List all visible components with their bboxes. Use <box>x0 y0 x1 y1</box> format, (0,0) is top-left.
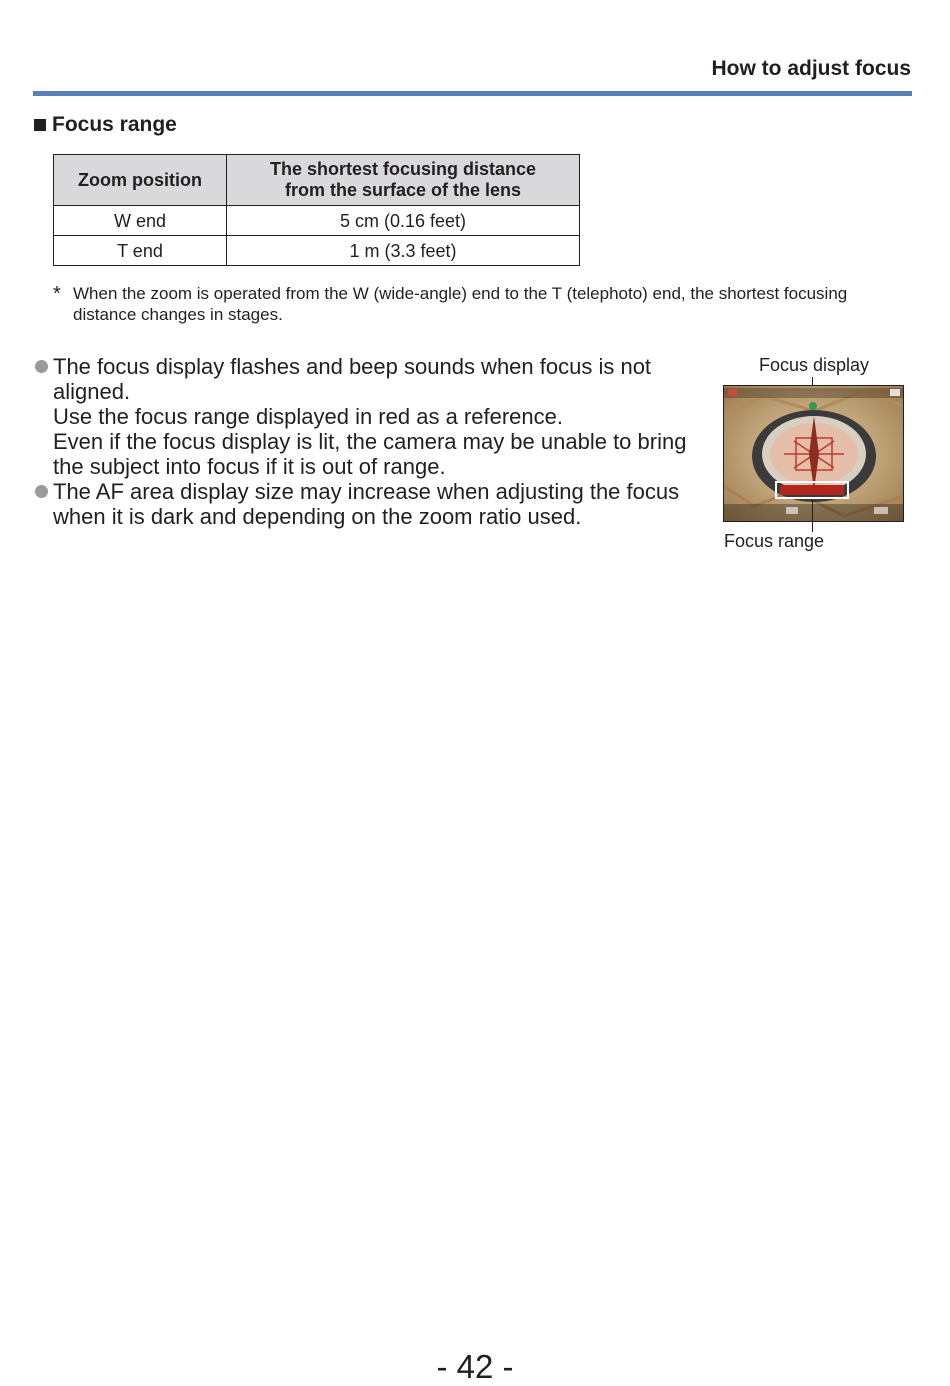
bullet-dot-icon <box>35 485 48 498</box>
camera-screen-illustration <box>723 385 904 522</box>
table-header-row <box>54 155 580 206</box>
bullet-line: The AF area display size may increase when adjusting the focus when it is dark and depending on the zoom ratio used. <box>53 479 680 529</box>
bullet-line: The focus display flashes and beep sounds when focus is not aligned. <box>53 354 652 404</box>
page-header-title: How to adjust focus <box>711 57 911 80</box>
focus-range-label: Focus range <box>724 531 825 551</box>
table-header-shortest-distance: The shortest focusing distance from the surface of the lens <box>227 155 580 206</box>
table-cell: T end <box>54 236 227 266</box>
list-item <box>35 354 715 479</box>
compass-photo-icon <box>724 386 903 521</box>
focus-display-label: Focus display <box>759 355 870 375</box>
footnote-text: When the zoom is operated from the W (wide-angle) end to the T (telephoto) end, the shortest focusing distance changes in stages. <box>73 284 848 324</box>
table-cell: 5 cm (0.16 feet) <box>227 206 580 236</box>
page-number: - 42 - <box>436 1348 514 1385</box>
focus-range-table <box>53 154 580 266</box>
focus-range-leader-line <box>812 500 813 532</box>
bullet-list <box>35 354 715 529</box>
table-row <box>54 236 580 266</box>
table-cell: 1 m (3.3 feet) <box>227 236 580 266</box>
list-item <box>35 479 715 529</box>
footnote-marker: * <box>53 283 61 305</box>
bullet-dot-icon <box>35 360 48 373</box>
bullet-line: Use the focus range displayed in red as a reference. <box>53 404 563 429</box>
table-cell: W end <box>54 206 227 236</box>
bullet-text <box>53 479 715 529</box>
table-header-zoom-position: Zoom position <box>54 155 227 206</box>
section-heading-text: Focus range <box>52 113 177 136</box>
square-bullet-icon <box>34 119 46 131</box>
footnote <box>53 283 893 325</box>
bullet-line: Even if the focus display is lit, the camera may be unable to bring the subject into focus if it is out of range. <box>53 429 687 479</box>
table-row <box>54 206 580 236</box>
bullet-text <box>53 354 715 479</box>
header-rule <box>33 91 912 96</box>
section-heading <box>34 113 177 137</box>
